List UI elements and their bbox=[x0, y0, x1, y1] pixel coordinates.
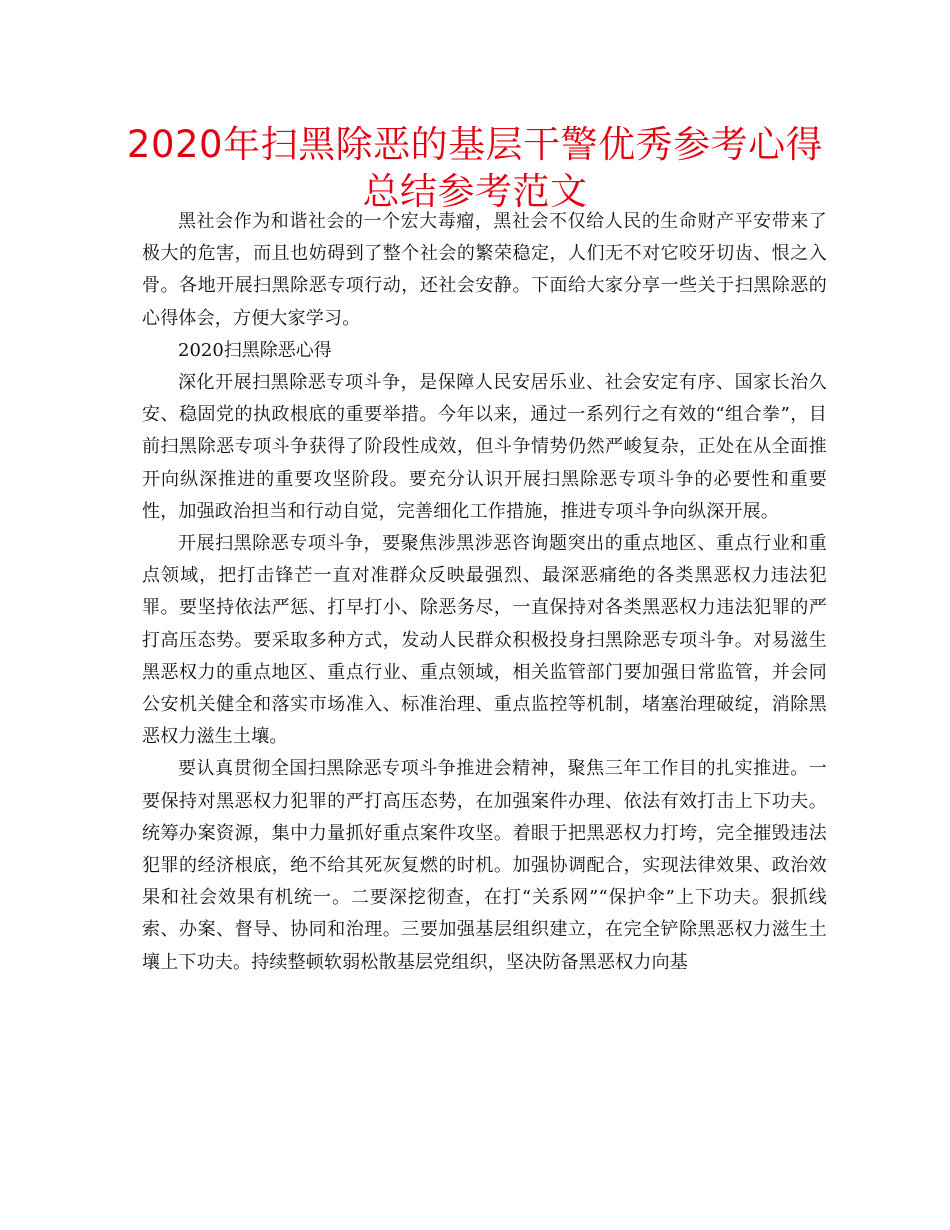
section-heading: 2020扫黑除恶心得 bbox=[178, 339, 332, 361]
paragraph-1: 深化开展扫黑除恶专项斗争，是保障人民安居乐业、社会安定有序、国家长治久安、稳固党的执政根底的重要举措。今年以来，通过一系列行之有效的“组合拳”，目前扫黑除恶专项斗争获得了阶段性成效，但斗争情势仍然严峻复杂，正处在从全面推开向纵深推进的重要攻坚阶段。要充分认识开展扫黑除恶专项斗争的必要性和重要性，加强政治担当和行动自觉，完善细化工作措施，推进专项斗争向纵深开展。 bbox=[142, 372, 827, 522]
paragraph-intro: 黑社会作为和谐社会的一个宏大毒瘤，黑社会不仅给人民的生命财产平安带来了极大的危害，而且也妨碍到了整个社会的繁荣稳定，人们无不对它咬牙切齿、恨之入骨。各地开展扫黑除恶专项行动，还社会安静。下面给大家分享一些关于扫黑除恶的心得体会，方便大家学习。 bbox=[142, 211, 827, 329]
document-title-line1: 2020年扫黑除恶的基层干警优秀参考心得 bbox=[126, 123, 824, 166]
paragraph-2: 开展扫黑除恶专项斗争，要聚焦涉黑涉恶咨询题突出的重点地区、重点行业和重点领域，把打击锋芒一直对准群众反映最强烈、最深恶痛绝的各类黑恶权力违法犯罪。要坚持依法严惩、打早打小、除恶务尽，一直保持对各类黑恶权力违法犯罪的严打高压态势。要采取多种方式，发动人民群众积极投身扫黑除恶专项斗争。对易滋生黑恶权力的重点地区、重点行业、重点领域，相关监管部门要加强日常监管，并会同公安机关健全和落实市场准入、标准治理、重点监控等机制，堵塞治理破绽，消除黑恶权力滋生土壤。 bbox=[142, 533, 827, 748]
paragraph-3: 要认真贯彻全国扫黑除恶专项斗争推进会精神，聚焦三年工作目的扎实推进。一要保持对黑恶权力犯罪的严打高压态势，在加强案件办理、依法有效打击上下功夫。统筹办案资源，集中力量抓好重点案件攻坚。着眼于把黑恶权力打垮，完全摧毁违法犯罪的经济根底，绝不给其死灰复燃的时机。加强协调配合，实现法律效果、政治效果和社会效果有机统一。二要深挖彻查，在打“关系网”“保护伞”上下功夫。狠抓线索、办案、督导、协同和治理。三要加强基层组织建立，在完全铲除黑恶权力滋生土壤上下功夫。持续整顿软弱松散基层党组织，坚决防备黑恶权力向基 bbox=[142, 758, 827, 973]
document-title-line2: 总结参考范文 bbox=[362, 170, 588, 213]
document-body bbox=[142, 206, 827, 979]
